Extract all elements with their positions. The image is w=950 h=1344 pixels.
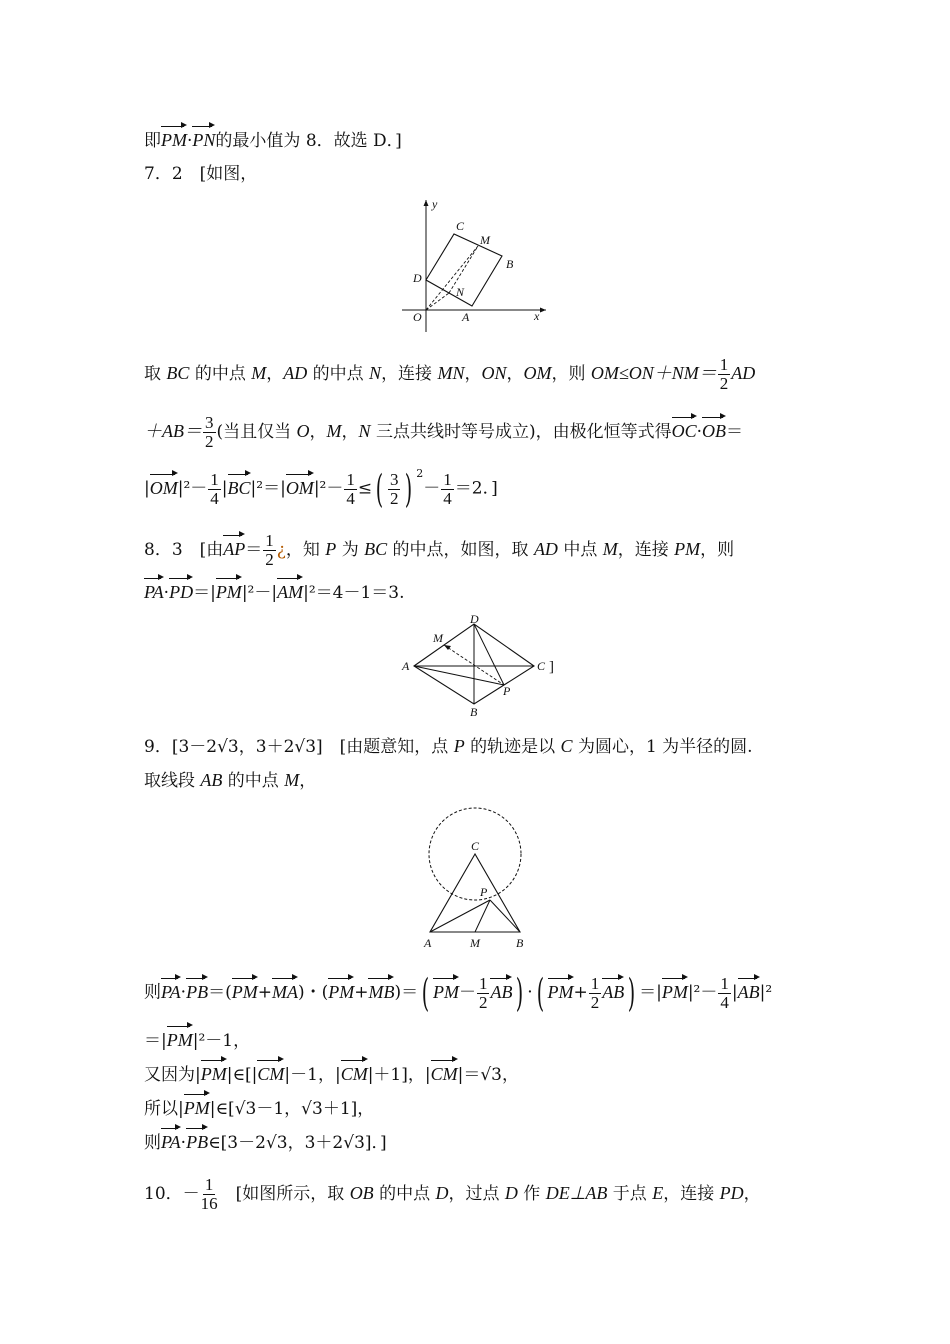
fraction (344, 471, 357, 508)
vector-AP: AP (223, 533, 245, 561)
text: 9．[3－2 (144, 737, 218, 757)
text: ，连接 (617, 540, 675, 560)
math: M (251, 363, 267, 383)
numerator: 1 (265, 531, 274, 550)
line-13 (144, 1092, 374, 1121)
vector-PB: PB (186, 976, 208, 1004)
math: MN (437, 363, 465, 383)
numerator: 1 (210, 469, 219, 489)
denominator: 4 (443, 488, 452, 508)
text: 的中点 (307, 364, 370, 384)
vector-CM: CM (431, 1058, 458, 1086)
math: E (652, 1183, 664, 1203)
vector-PA: PA (161, 1126, 181, 1154)
line-14 (144, 1126, 387, 1155)
text: ， (506, 364, 524, 384)
radical: √3 (343, 1133, 365, 1153)
text: ∈[3－2 (208, 1133, 266, 1153)
text: ，知 (285, 540, 326, 560)
paren-right: ) (627, 971, 636, 1015)
math: P (453, 736, 465, 756)
text: ， (341, 422, 359, 442)
math: AD (731, 363, 756, 383)
denominator: 2 (478, 992, 488, 1012)
text: ＝| (639, 982, 662, 1003)
label-M: M (480, 233, 490, 247)
text: (当且仅当 (216, 422, 297, 442)
radical: √3 (301, 1099, 323, 1119)
text: 所以| (144, 1099, 184, 1119)
text: －1， (256, 1099, 302, 1119)
dot: · (527, 982, 533, 1003)
math: P (325, 539, 337, 559)
text: － (423, 478, 441, 499)
math: D (435, 1183, 449, 1203)
math: M (326, 421, 342, 441)
text: |－1，| (284, 1065, 341, 1085)
vector-PM: PM (161, 124, 187, 152)
fraction (263, 532, 276, 569)
label-N: N (456, 285, 465, 299)
math: BC (364, 539, 388, 559)
vector-MB: MB (368, 976, 394, 1004)
text: |＋1]，| (367, 1065, 431, 1085)
vector-PN: PN (192, 124, 215, 152)
label-M: M (470, 936, 480, 950)
text: ＝( (208, 982, 232, 1003)
text: |²－ (313, 478, 344, 499)
text: ， (266, 364, 284, 384)
vector-AB: AB (738, 976, 760, 1004)
vector-PM: PM (232, 976, 258, 1004)
text: ＝ (726, 422, 744, 442)
text: 作 (517, 1184, 546, 1204)
numerator: 3 (389, 469, 399, 489)
exponent: 2 (416, 466, 424, 480)
text: |²－| (241, 583, 278, 603)
line-2 (144, 162, 257, 186)
label-C: C (456, 219, 465, 233)
fraction (441, 471, 454, 508)
vector-CM: CM (257, 1058, 284, 1086)
text: ] [由题意知，点 (316, 737, 454, 757)
text: + (354, 982, 369, 1003)
radical: √3 (480, 1065, 502, 1085)
vector-MA: MA (272, 976, 298, 1004)
line-9 (144, 768, 316, 793)
fraction (208, 471, 221, 508)
numerator: 1 (443, 469, 452, 489)
vector-PA: PA (144, 576, 164, 604)
text: 8．3 [由 (144, 540, 224, 560)
text: |＝ (457, 1065, 481, 1085)
paren-right: ) (516, 971, 524, 1015)
text: + (573, 982, 588, 1003)
label-x: x (534, 309, 540, 323)
text: | (221, 478, 228, 499)
vector-OM: OM (286, 472, 314, 500)
fraction (589, 975, 602, 1012)
math: PD (719, 1183, 744, 1203)
label-B: B (470, 705, 478, 718)
text: 10．－ (144, 1184, 200, 1204)
text: |∈[| (226, 1065, 258, 1085)
vector-PA: PA (161, 976, 181, 1004)
denominator: 4 (210, 488, 219, 508)
numerator: 1 (720, 973, 729, 993)
text: | (731, 982, 738, 1003)
vector-AM: AM (277, 576, 303, 604)
numerator: 1 (478, 973, 488, 993)
text: 取 (144, 364, 167, 384)
line-8 (144, 734, 753, 759)
vector-OM: OM (150, 472, 178, 500)
label-D: D (413, 271, 422, 285)
math: AB (200, 770, 223, 790)
text: 的中点，如图，取 (387, 540, 534, 560)
label-B: B (516, 936, 524, 950)
math: AD (283, 363, 308, 383)
vector-PD: PD (169, 576, 193, 604)
vector-OB: OB (702, 415, 726, 443)
text: 为 (336, 540, 365, 560)
vector-PM: PM (167, 1024, 193, 1052)
text: 的中点 (373, 1184, 436, 1204)
text: 的轨迹是以 (464, 737, 561, 757)
numerator: 1 (590, 973, 600, 993)
text: ， (299, 771, 317, 791)
math: DE⊥AB (545, 1183, 608, 1203)
figure-square-coordinate (396, 196, 551, 336)
radical: √3 (294, 737, 317, 757)
label-D: D (470, 614, 479, 626)
denominator: 2 (590, 992, 600, 1012)
vector-AB: AB (602, 976, 624, 1004)
label-y: y (432, 197, 438, 211)
dot: · (163, 583, 170, 603)
paren-left: ( (375, 467, 384, 511)
label-O: O (413, 310, 422, 324)
line-1 (144, 124, 402, 153)
text: 即 (144, 131, 161, 151)
math: OB (349, 1183, 374, 1203)
fraction (718, 975, 731, 1012)
text: 中点 (557, 540, 603, 560)
vector-PM: PM (433, 976, 459, 1004)
label-P: P (503, 684, 511, 698)
numerator: 3 (205, 413, 214, 432)
math: OM≤ON＋NM＝ (590, 363, 717, 383)
label-P: P (480, 885, 488, 899)
vector-PM: PM (548, 976, 574, 1004)
text: ，则 (551, 364, 591, 384)
line-4 (144, 414, 743, 451)
denominator: 4 (720, 992, 729, 1012)
math: M (602, 539, 618, 559)
label-B: B (506, 257, 514, 271)
vector-AB: AB (490, 976, 512, 1004)
line-10 (144, 971, 773, 1015)
math: AD (533, 539, 558, 559)
vector-PM: PM (201, 1058, 227, 1086)
math: ＋AB＝ (144, 421, 202, 441)
vector-BC: BC (228, 472, 251, 500)
text: 的最小值为 8．故选 D．] (215, 131, 402, 151)
closing-bracket: ] (549, 659, 554, 675)
text: ， (501, 1065, 519, 1085)
math: PM (674, 539, 701, 559)
text: ，3＋2 (238, 737, 295, 757)
line-5 (144, 466, 498, 511)
text: )・( (297, 982, 329, 1003)
math: OM (523, 363, 552, 383)
line-12 (144, 1058, 519, 1087)
vector-PM: PM (328, 976, 354, 1004)
answer-7-header: 7．2 [如图， (144, 164, 258, 184)
label-C: C (537, 659, 546, 673)
text: ＝| (193, 583, 216, 603)
math: ON (481, 363, 507, 383)
text: ，过点 (448, 1184, 505, 1204)
paren-left: ( (536, 971, 544, 1015)
text: |²－ (177, 478, 208, 499)
denominator: 4 (346, 488, 355, 508)
fraction (203, 414, 216, 451)
label-M: M (433, 631, 443, 645)
text: |² (759, 982, 773, 1003)
vector-OC: OC (672, 415, 697, 443)
text: 三点共线时等号成立)，由极化恒等式得 (370, 422, 672, 442)
text: 则 (144, 1133, 161, 1153)
line-11 (144, 1024, 250, 1053)
text: ， (309, 422, 327, 442)
dot: · (696, 422, 703, 442)
fraction (388, 471, 401, 508)
text: ， (743, 1184, 761, 1204)
math: C (560, 736, 573, 756)
text: ＝2．] (454, 478, 498, 499)
denominator: 2 (265, 550, 274, 569)
math: N (358, 421, 371, 441)
text: ，则 (700, 540, 735, 560)
text: 于点 (607, 1184, 653, 1204)
line-7 (144, 576, 405, 605)
text: 的中点 (222, 771, 285, 791)
text: |²－ (687, 982, 718, 1003)
text: ¿ (276, 540, 286, 560)
text: )＝ (394, 982, 419, 1003)
paren-left: ( (421, 971, 430, 1015)
paren-right: ) (405, 467, 413, 511)
denominator: 16 (200, 1194, 218, 1213)
numerator: 1 (719, 355, 729, 374)
fraction (477, 975, 490, 1012)
text: ]．] (364, 1133, 387, 1153)
line-3 (144, 356, 755, 393)
text: 则 (144, 982, 161, 1003)
text: － (458, 982, 476, 1003)
dot: · (180, 982, 187, 1003)
vector-CM: CM (341, 1058, 368, 1086)
label-A: A (462, 310, 470, 324)
line-15 (144, 1176, 761, 1213)
math: M (284, 770, 300, 790)
text: |²＝4－1＝3. (303, 583, 405, 603)
text: ，连接 (381, 364, 438, 384)
text: ， (464, 364, 482, 384)
line-6 (144, 532, 734, 569)
fraction (201, 1176, 218, 1213)
text: |²＝| (250, 478, 286, 499)
denominator: 2 (389, 488, 399, 508)
label-C: C (471, 839, 480, 853)
text: ≤ (357, 478, 373, 499)
denominator: 2 (719, 374, 729, 393)
numerator: 1 (204, 1175, 214, 1194)
text: 又因为| (144, 1065, 201, 1085)
denominator: 2 (205, 432, 214, 451)
vector-PM: PM (662, 976, 688, 1004)
numerator: 1 (346, 469, 355, 489)
text: |²－1， (192, 1031, 251, 1051)
text: ＝| (144, 1031, 167, 1051)
dot: · (180, 1133, 187, 1153)
vector-PM: PM (216, 576, 242, 604)
fraction (718, 356, 731, 393)
vector-PB: PB (186, 1126, 208, 1154)
math: D (504, 1183, 518, 1203)
math: BC (166, 363, 190, 383)
radical: √3 (265, 1133, 288, 1153)
text: ，3＋2 (287, 1133, 344, 1153)
vector-PM: PM (184, 1092, 210, 1120)
text: + (257, 982, 272, 1003)
text: 取线段 (144, 771, 201, 791)
label-A: A (424, 936, 432, 950)
text: ，连接 (663, 1184, 720, 1204)
text: ＝ (245, 540, 263, 560)
figure-rhombus (396, 614, 566, 718)
figure-triangle-circle (418, 804, 538, 954)
text: |∈[ (209, 1099, 235, 1119)
text: | (144, 478, 150, 499)
radical: √3 (217, 737, 239, 757)
math: O (296, 421, 310, 441)
text: [如图所示，取 (218, 1184, 350, 1204)
text: 的中点 (189, 364, 252, 384)
radical: √3 (234, 1099, 257, 1119)
text: ＋1]， (322, 1099, 375, 1119)
label-A: A (402, 659, 410, 673)
text: 为圆心，1 为半径的圆. (572, 737, 753, 757)
math: N (369, 363, 382, 383)
dot: · (187, 131, 193, 151)
